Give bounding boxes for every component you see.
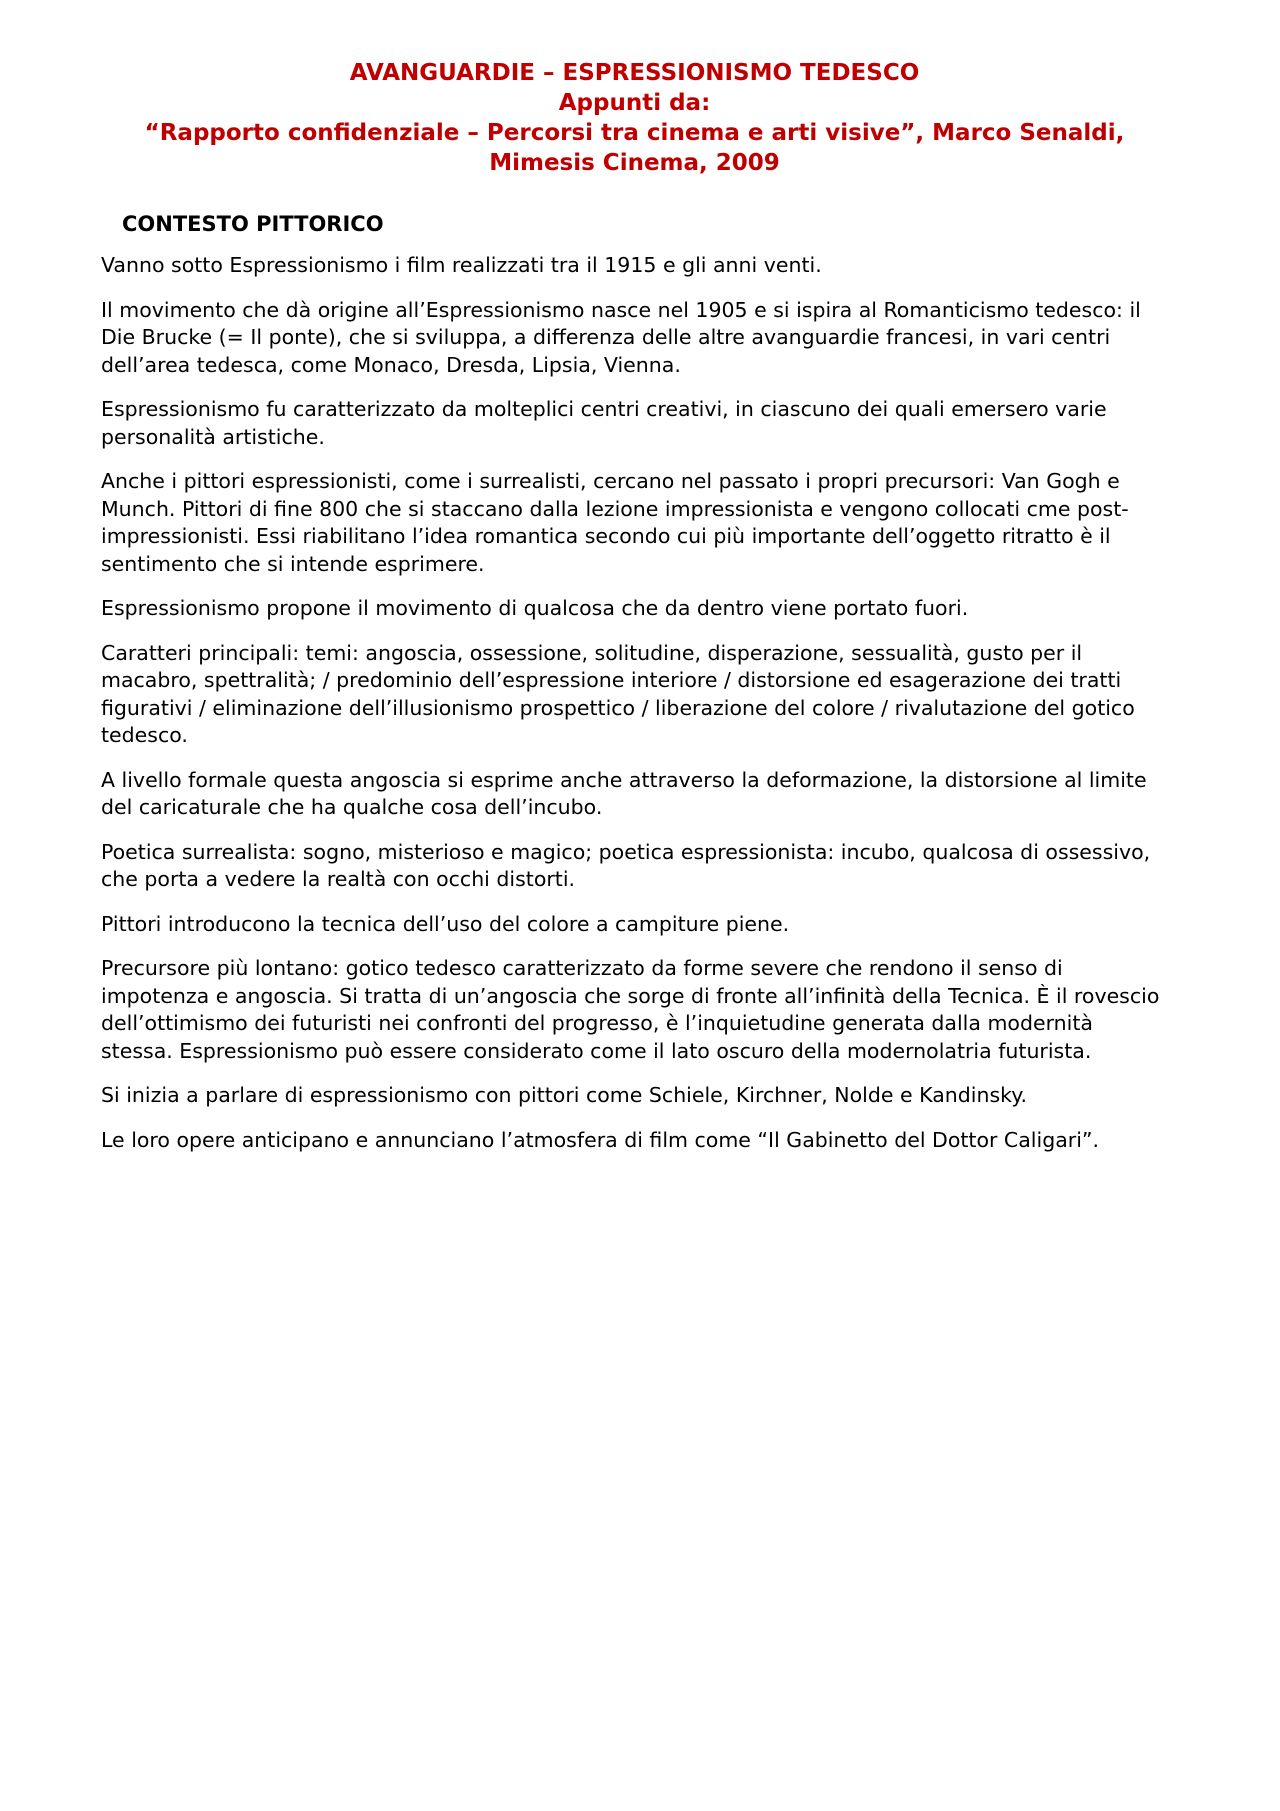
section-heading: CONTESTO PITTORICO (122, 212, 384, 236)
paragraph-5: Espressionismo propone il movimento di qualcosa che da dentro viene portato fuori. (101, 596, 969, 620)
paragraph-12: Le loro opere anticipano e annunciano l’atmosfera di film come “Il Gabinetto del Dottor Caligari”. (101, 1127, 1100, 1152)
paragraph-9: Pittori introducono la tecnica dell’uso del colore a campiture piene. (101, 911, 790, 936)
paragraph-4: Anche i pittori espressionisti, come i surrealisti, cercano nel passato i propri precursori: Van Gogh e Munch. Pittori di fine 800 che si staccano dalla lezione impressionista e vengono collocati cme post-impressionisti. Essi riabilitano l’idea romantica secondo cui più importante dell’oggetto ritratto è il sentimento che si intende esprimere. (101, 469, 1129, 576)
paragraph-1: Vanno sotto Espressionismo i film realizzati tra il 1915 e gli anni venti. (101, 253, 822, 277)
paragraph-3: Espressionismo fu caratterizzato da molteplici centri creativi, in ciascuno dei quali emersero varie personalità artistiche. (101, 397, 1107, 449)
paragraph-11: Si inizia a parlare di espressionismo con pittori come Schiele, Kirchner, Nolde e Kandinsky. (101, 1083, 1028, 1107)
title-line-1: AVANGUARDIE – ESPRESSIONISMO TEDESCO (349, 60, 920, 86)
title-line-3: “Rapporto confidenziale – Percorsi tra cinema e arti visive”, Marco Senaldi, (144, 120, 1125, 146)
title-line-2: Appunti da: (558, 90, 711, 116)
paragraph-2: Il movimento che dà origine all’Espressionismo nasce nel 1905 e si ispira al Romanticismo tedesco: il Die Brucke (= Il ponte), che si sviluppa, a differenza delle altre avanguardie francesi, in vari centri dell’area tedesca, come Monaco, Dresda, Lipsia, Vienna. (101, 297, 1141, 377)
paragraph-6: Caratteri principali: temi: angoscia, ossessione, solitudine, disperazione, sessualità, gusto per il macabro, spettralità; / predominio dell’espressione interiore / distorsione ed esagerazione dei tratti figurativi / eliminazione dell’illusionismo prospettico / liberazione del colore / rivalutazione del gotico tedesco. (101, 640, 1135, 747)
document-title (101, 58, 1168, 178)
paragraph-10: Precursore più lontano: gotico tedesco caratterizzato da forme severe che rendono il senso di impotenza e angoscia. Si tratta di un’angoscia che sorge di fronte all’infinità della Tecnica. È il rovescio dell’ottimismo dei futuristi nei confronti del progresso, è l’inquietudine generata dalla modernità stessa. Espressionismo può essere considerato come il lato oscuro della modernolatria futurista. (101, 956, 1160, 1063)
paragraph-7: A livello formale questa angoscia si esprime anche attraverso la deformazione, la distorsione al limite del caricaturale che ha qualche cosa dell’incubo. (101, 767, 1147, 819)
paragraph-8: Poetica surrealista: sogno, misterioso e magico; poetica espressionista: incubo, qualcosa di ossessivo, che porta a vedere la realtà con occhi distorti. (101, 839, 1151, 891)
title-line-4: Mimesis Cinema, 2009 (489, 150, 780, 176)
